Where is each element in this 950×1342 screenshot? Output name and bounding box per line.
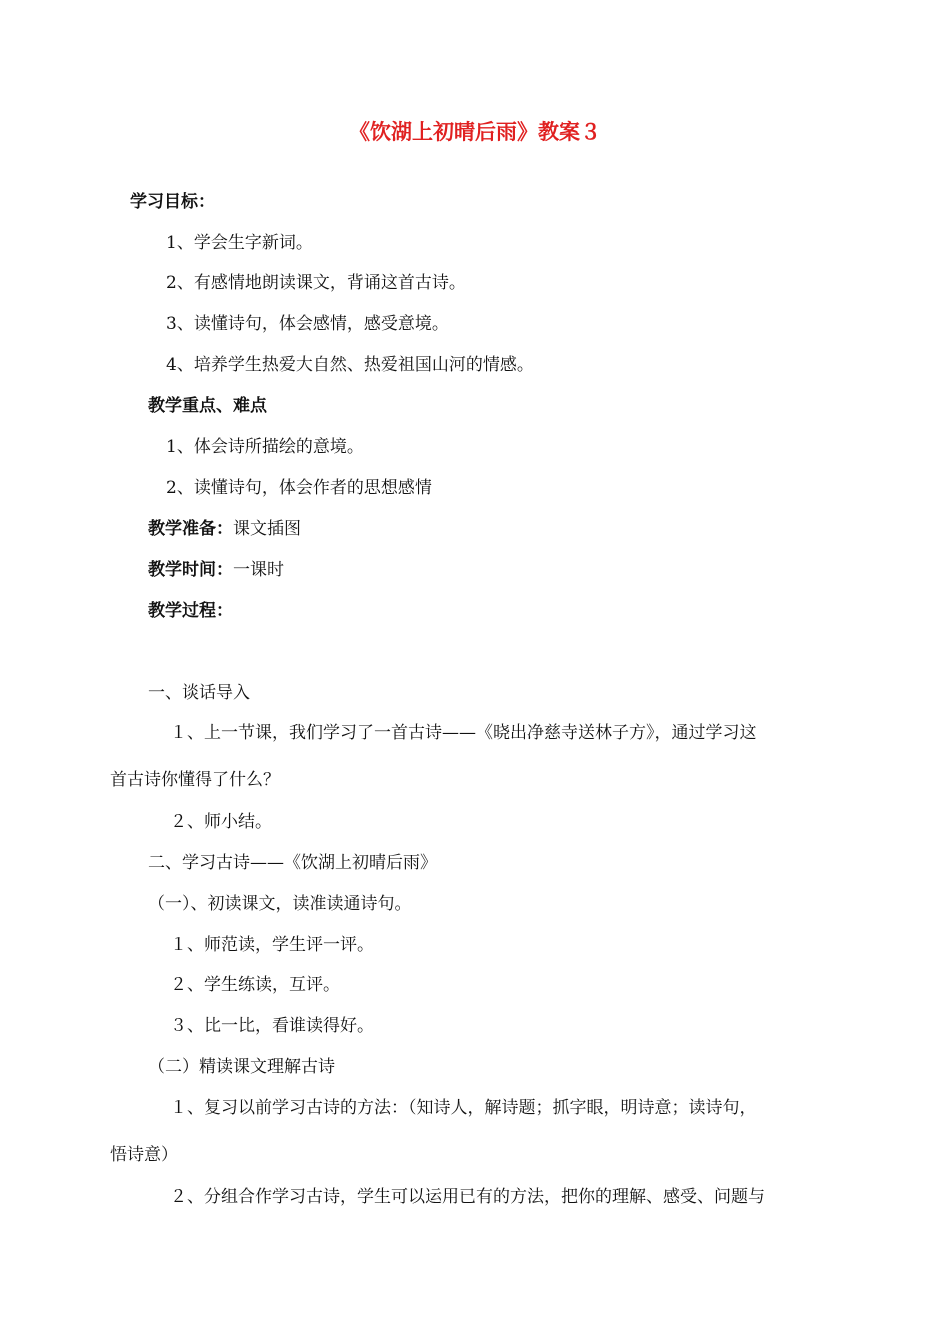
time-row (148, 559, 284, 581)
sub1-item-1: １、师范读，学生评一评。 (170, 935, 374, 955)
key-point-1: 1、体会诗所描绘的意境。 (166, 437, 364, 457)
goal-item-3: 3、读懂诗句，体会感情，感受意境。 (166, 314, 449, 334)
prep-row (148, 518, 301, 540)
sub1-heading: （一）、初读课文，读准读通诗句。 (148, 894, 412, 914)
process-heading: 教学过程： (148, 601, 233, 621)
sub2-item1-line1: １、复习以前学习古诗的方法：（知诗人，解诗题；抓字眼，明诗意；读诗句， (170, 1098, 757, 1118)
time-value: 一课时 (233, 560, 284, 580)
sub2-item2-line1: ２、分组合作学习古诗，学生可以运用已有的方法，把你的理解、感受、问题与 (170, 1187, 765, 1207)
goal-item-2: 2、有感情地朗读课文，背诵这首古诗。 (166, 273, 466, 293)
part1-item2: ２、师小结。 (170, 812, 272, 832)
sub2-heading: （二）精读课文理解古诗 (148, 1057, 335, 1077)
sub2-item1-line2: 悟诗意） (110, 1145, 178, 1165)
goal-item-1: 1、学会生字新词。 (166, 233, 313, 253)
prep-value: 课文插图 (233, 519, 301, 539)
document-title: 《饮湖上初晴后雨》教案３ (349, 120, 601, 144)
key-point-2: 2、读懂诗句，体会作者的思想感情 (166, 478, 432, 498)
part1-item1-line1: １、上一节课，我们学习了一首古诗——《晓出净慈寺送林子方》，通过学习这 (170, 723, 757, 743)
time-label: 教学时间： (148, 560, 233, 580)
sub1-item-3: ３、比一比，看谁读得好。 (170, 1016, 374, 1036)
part1-heading: 一、谈话导入 (148, 683, 250, 703)
goal-item-4: 4、培养学生热爱大自然、热爱祖国山河的情感。 (166, 355, 534, 375)
goals-heading: 学习目标： (130, 192, 215, 212)
prep-label: 教学准备： (148, 519, 233, 539)
key-points-heading: 教学重点、难点 (148, 396, 267, 416)
sub1-item-2: ２、学生练读，互评。 (170, 975, 340, 995)
part2-heading: 二、学习古诗——《饮湖上初晴后雨》 (148, 853, 437, 873)
part1-item1-line2: 首古诗你懂得了什么？ (110, 770, 280, 790)
